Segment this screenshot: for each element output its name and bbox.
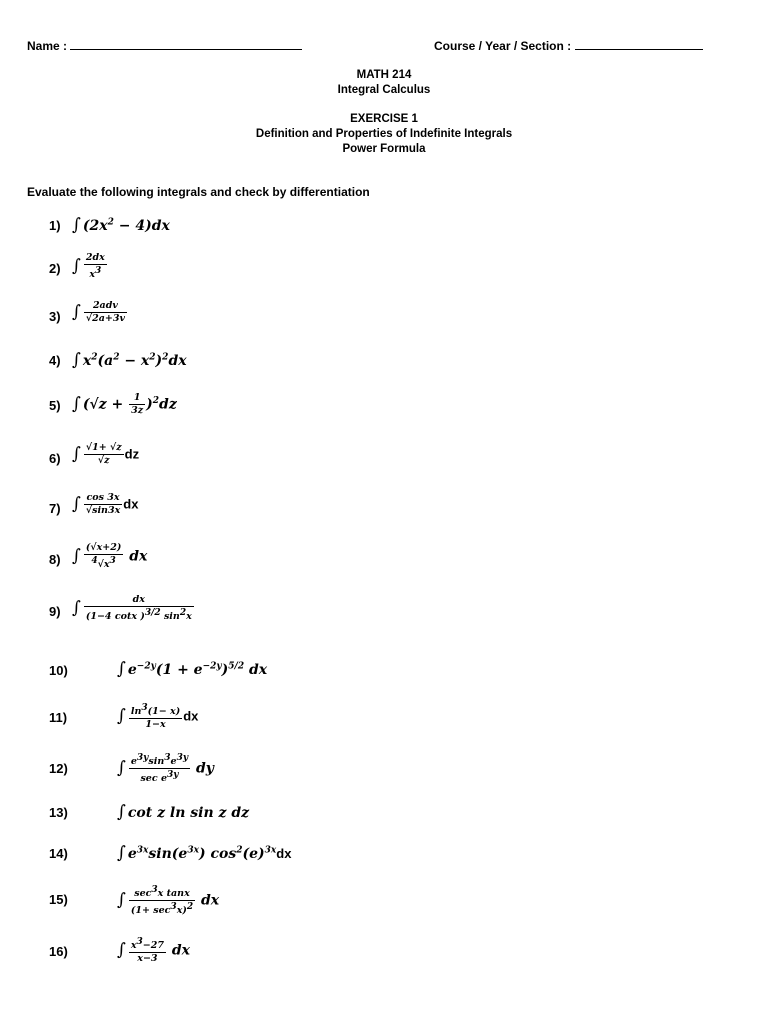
problem-expression: ∫ $\frac{√1+ √z}{√z}$ dz <box>72 442 140 466</box>
instructions: Evaluate the following integrals and check by differentiation <box>27 185 370 199</box>
problem-number: 2) <box>49 261 61 276</box>
problem-4 <box>0 349 768 389</box>
problem-expression: ∫ $\frac{\sec^3x \tan x}{(1+ \sec^3x)^2}$ dx <box>117 885 220 917</box>
problem-expression: ∫ cot z ln sin z dz <box>117 802 250 822</box>
problem-number: 5) <box>49 398 61 413</box>
name-field <box>27 38 302 53</box>
problem-number: 3) <box>49 309 61 324</box>
name-blank <box>70 38 302 50</box>
exercise-topic: Definition and Properties of Indefinite Integrals <box>255 128 513 140</box>
problem-expression: ∫ $\frac{(√x+2)}{^4√x^3}$ dx <box>72 542 148 571</box>
problem-15 <box>0 884 768 924</box>
problem-number: 13) <box>49 805 68 820</box>
problem-expression: ∫ $\frac{e^{3y}\sin^3e^{3y}}{\sec e^{3y}}$ dy <box>117 753 214 785</box>
exercise-title: EXERCISE 1 <box>350 113 418 125</box>
problem-1 <box>0 212 768 252</box>
problem-number: 9) <box>49 604 61 619</box>
problem-expression: ∫ (√z + $\frac{1}{3z}$ )$^2$dz <box>72 392 177 416</box>
problem-13 <box>0 801 768 841</box>
problem-number: 11) <box>49 710 68 725</box>
problem-number: 4) <box>49 353 61 368</box>
problem-14 <box>0 842 768 882</box>
exercise-subtopic: Power Formula <box>342 143 426 155</box>
problem-number: 7) <box>49 501 61 516</box>
problem-6 <box>0 442 768 482</box>
problem-number: 14) <box>49 846 68 861</box>
problem-number: 1) <box>49 218 61 233</box>
course-subject: Integral Calculus <box>337 84 431 96</box>
name-label: Name : <box>27 39 68 53</box>
problem-expression: ∫ $\frac{\ln^3(1- x)}{1-x}$ dx <box>117 703 199 731</box>
problem-number: 15) <box>49 892 68 907</box>
problem-expression: ∫ $e^{-2y}(1 + e^{-2y})^{5/2}$ dx <box>117 659 268 679</box>
problem-expression: ∫ $x^2(a^2 - x^2)^2dx$ <box>72 350 187 370</box>
problem-number: 8) <box>49 552 61 567</box>
problem-expression: ∫ $\frac{dx}{(1-4 \cot x )^{3/2} \sin^2x}$ <box>72 594 192 623</box>
course-label: Course / Year / Section : <box>434 39 572 53</box>
problem-7 <box>0 492 768 532</box>
problem-expression: ∫ $e^{3x}\sin(e^{3x})$ $\cos^2(e)^{3x}dx$ <box>117 843 292 863</box>
problem-2 <box>0 252 768 292</box>
problem-5 <box>0 392 768 432</box>
course-code: MATH 214 <box>356 69 412 81</box>
problem-12 <box>0 752 768 792</box>
problem-expression: ∫ $\frac{2dx}{x^3}$ <box>72 252 105 281</box>
problem-3 <box>0 300 768 340</box>
problem-number: 10) <box>49 663 68 678</box>
problem-9 <box>0 594 768 634</box>
problem-number: 12) <box>49 761 68 776</box>
problem-11 <box>0 702 768 742</box>
problem-expression: ∫ $\frac{\text{2adv}}{√2a+3v}$ <box>72 300 125 324</box>
course-field <box>434 38 703 53</box>
problem-16 <box>0 936 768 976</box>
problem-expression: ∫ $\frac{\cos 3x}{√\sin 3x}$ dx <box>72 492 139 516</box>
problem-number: 16) <box>49 944 68 959</box>
problem-number: 6) <box>49 451 61 466</box>
problem-8 <box>0 542 768 582</box>
problem-10 <box>0 657 768 697</box>
problem-expression: ∫ $(2x^2 - 4)dx$ <box>72 215 170 235</box>
problem-expression: ∫ $\frac{x^3-27}{x-3}$ dx <box>117 937 190 965</box>
course-blank <box>575 38 703 50</box>
